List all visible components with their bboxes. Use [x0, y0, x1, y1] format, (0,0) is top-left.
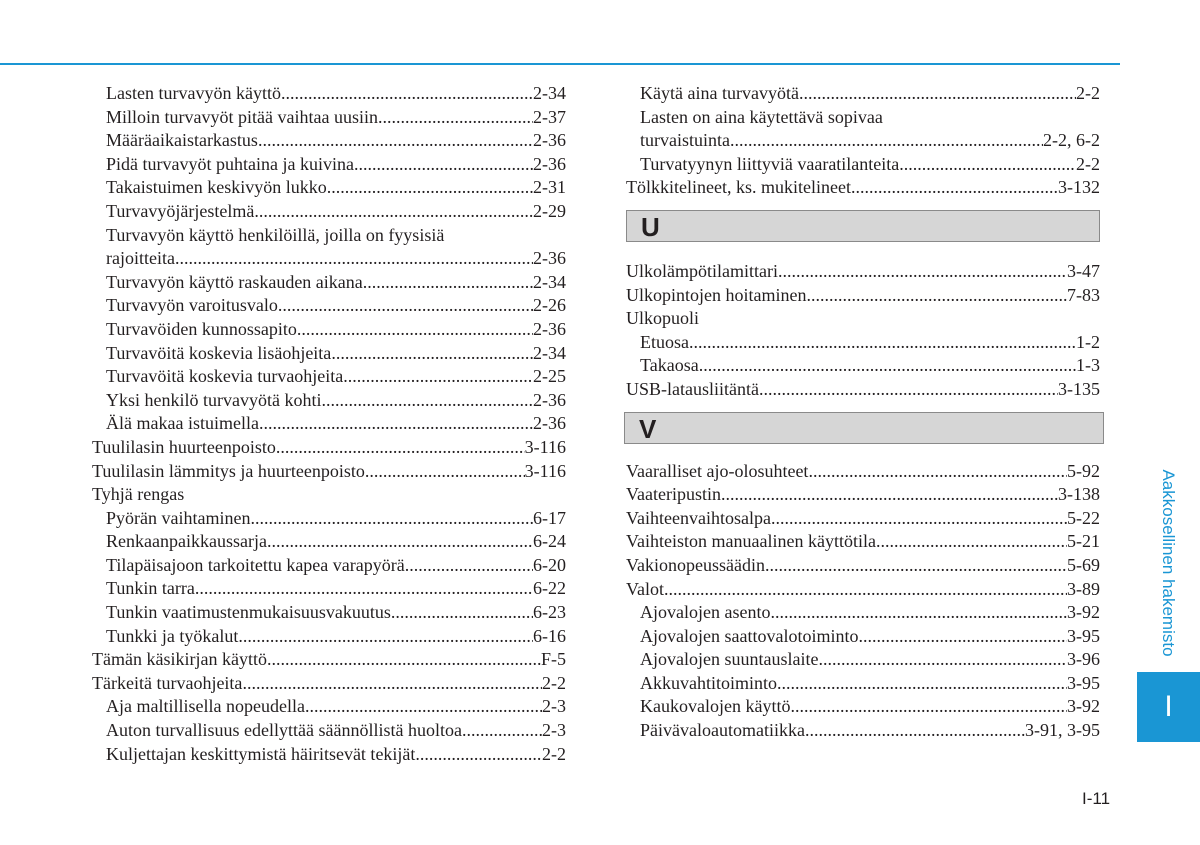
index-entry-page: F-5 [540, 649, 566, 670]
index-entry [92, 294, 566, 318]
index-entry-label: Päivävaloautomatiikka [640, 720, 805, 741]
index-entry [626, 460, 1100, 484]
index-entry-label: Etuosa [640, 331, 689, 352]
index-entry [626, 648, 1100, 672]
index-entry-page: 3-89 [1067, 578, 1100, 599]
leader-dots [195, 577, 533, 601]
index-entry [626, 354, 1100, 378]
index-entry-label: Turvavöiden kunnossapito [106, 318, 297, 339]
leader-dots [365, 460, 525, 484]
index-entry-page: 2-37 [533, 106, 566, 127]
index-entry-page: 3-96 [1067, 649, 1100, 670]
index-entry-label: Lasten turvavyön käyttö [106, 83, 281, 103]
index-entry-page: 2-36 [533, 130, 566, 151]
leader-dots [327, 176, 533, 200]
index-entry-label: Turvavyön käyttö raskauden aikana [106, 271, 363, 292]
leader-dots [258, 129, 533, 153]
index-entry [92, 82, 566, 106]
index-entry-page: 2-3 [542, 720, 566, 741]
leader-dots [297, 318, 533, 342]
index-entry-page: 5-92 [1067, 460, 1100, 481]
index-entry-page: 2-36 [533, 413, 566, 434]
leader-dots [730, 129, 1043, 153]
side-section-title: Aakkosellinen hakemisto [1159, 469, 1178, 657]
index-entry [92, 601, 566, 625]
leader-dots [175, 247, 533, 271]
leader-dots [462, 719, 542, 743]
index-group-u [626, 260, 1100, 402]
index-entry-page: 3-91, 3-95 [1025, 720, 1100, 741]
index-entry [626, 554, 1100, 578]
index-entry-label: Renkaanpaikkaussarja [106, 531, 267, 552]
index-entry [92, 318, 566, 342]
index-entry [92, 577, 566, 601]
index-entry-page: 3-132 [1058, 177, 1100, 198]
index-entry [626, 601, 1100, 625]
index-entry-label: Valot [626, 578, 664, 599]
index-entry-page: 3-92 [1067, 602, 1100, 623]
leader-dots [790, 695, 1067, 719]
index-group-t-continued [626, 82, 1100, 200]
index-entry-page: 6-17 [533, 507, 566, 528]
index-entry-label: Ajovalojen suuntauslaite [640, 649, 819, 670]
index-entry-page: 2-34 [533, 271, 566, 292]
index-entry-label: Vaaralliset ajo-olosuhteet [626, 460, 809, 481]
leader-dots [806, 284, 1067, 308]
leader-dots [664, 578, 1067, 602]
index-entry-page: 5-22 [1067, 507, 1100, 528]
leader-dots [689, 331, 1076, 355]
index-entry [626, 176, 1100, 200]
leader-dots [354, 153, 533, 177]
index-entry [92, 460, 566, 484]
index-entry-label: Käytä aina turvavyötä [640, 83, 799, 103]
index-entry-page: 2-26 [533, 295, 566, 316]
index-entry [92, 129, 566, 153]
leader-dots [770, 601, 1067, 625]
index-entry [92, 719, 566, 743]
index-entry-label: Tuulilasin huurteenpoisto [92, 436, 276, 457]
index-entry [92, 648, 566, 672]
leader-dots [259, 412, 533, 436]
index-entry-label: Turvavyöjärjestelmä [106, 200, 255, 221]
index-entry-label: Ulkopintojen hoitaminen [626, 284, 807, 305]
leader-dots [343, 365, 533, 389]
index-entry-label: Takaosa [640, 355, 699, 376]
index-entry-page: 2-2 [1076, 83, 1100, 103]
leader-dots [391, 601, 533, 625]
index-entry [92, 695, 566, 719]
index-entry [92, 389, 566, 413]
index-entry [92, 365, 566, 389]
index-entry-label: Aja maltillisella nopeudella [106, 696, 305, 717]
index-entry [626, 625, 1100, 649]
index-entry [92, 436, 566, 460]
index-entry-label: Tärkeitä turvaohjeita [92, 672, 243, 693]
index-entry [92, 271, 566, 295]
index-entry-page: 3-138 [1058, 484, 1100, 505]
index-entry [92, 625, 566, 649]
index-entry-page: 2-34 [533, 83, 566, 103]
index-entry-page: 2-31 [533, 177, 566, 198]
index-entry-label: Ajovalojen asento [640, 602, 771, 623]
leader-dots [281, 82, 533, 106]
index-entry [626, 307, 1100, 331]
leader-dots [321, 389, 533, 413]
leader-dots [777, 672, 1067, 696]
index-entry-label: Pidä turvavyöt puhtaina ja kuivina [106, 153, 354, 174]
index-entry-label: Takaistuimen keskivyön lukko [106, 177, 327, 198]
index-entry [626, 530, 1100, 554]
index-entry [92, 412, 566, 436]
leader-dots [267, 530, 533, 554]
index-entry-label: Turvavöitä koskevia turvaohjeita [106, 366, 344, 387]
leader-dots [242, 672, 542, 696]
index-entry-page: 2-25 [533, 366, 566, 387]
index-entry [92, 106, 566, 130]
index-entry-label: Kaukovalojen käyttö [640, 696, 791, 717]
index-entry [92, 483, 566, 507]
index-entry-label: Vaihteenvaihtosalpa [626, 507, 771, 528]
leader-dots [378, 106, 533, 130]
index-entry-page: 6-16 [533, 625, 566, 646]
index-entry-page: 5-21 [1067, 531, 1100, 552]
index-entry [626, 578, 1100, 602]
index-entry [626, 719, 1100, 743]
top-rule [0, 63, 1120, 65]
index-entry-label: Tunkin vaatimustenmukaisuusvakuutus [106, 602, 391, 623]
index-entry-page: 3-92 [1067, 696, 1100, 717]
index-entry-label: Tämän käsikirjan käyttö [92, 649, 267, 670]
index-entry-label: Turvavyön käyttö henkilöillä, joilla on fyysisiä [106, 224, 445, 245]
index-entry-page: 3-116 [524, 460, 566, 481]
leader-dots [254, 200, 533, 224]
index-entry-page: 1-2 [1076, 331, 1100, 352]
leader-dots [721, 483, 1058, 507]
index-entry-label: Vaateripustin [626, 484, 721, 505]
index-entry-label: Auton turvallisuus edellyttää säännöllistä huoltoa [106, 720, 462, 741]
leader-dots [305, 695, 542, 719]
leader-dots [851, 176, 1058, 200]
leader-dots [799, 82, 1076, 106]
index-entry [626, 82, 1100, 106]
index-entry [626, 331, 1100, 355]
index-group-v [626, 460, 1100, 743]
leader-dots [876, 530, 1067, 554]
index-entry-page: 3-116 [524, 436, 566, 457]
page-number: I-11 [1082, 789, 1111, 808]
leader-dots [759, 378, 1058, 402]
index-entry-page: 2-2 [542, 743, 566, 764]
leader-dots [415, 743, 542, 767]
leader-dots [276, 436, 525, 460]
index-entry-page: 2-36 [533, 153, 566, 174]
index-entry-page: 3-95 [1067, 672, 1100, 693]
section-heading-v: V [624, 412, 1104, 444]
leader-dots [899, 153, 1076, 177]
index-entry [626, 260, 1100, 284]
index-entry-label: Vaihteiston manuaalinen käyttötila [626, 531, 876, 552]
index-entry [92, 153, 566, 177]
index-entry-label: Tyhjä rengas [92, 484, 185, 505]
index-entry-page: 7-83 [1067, 284, 1100, 305]
index-entry-label: Älä makaa istuimella [106, 413, 259, 434]
index-entry-page: 3-95 [1067, 625, 1100, 646]
leader-dots [331, 342, 533, 366]
index-entry [92, 224, 566, 248]
index-column-right [626, 82, 1100, 743]
index-entry-page: 2-36 [533, 248, 566, 269]
index-entry-page: 6-24 [533, 531, 566, 552]
index-entry-label: Tuulilasin lämmitys ja huurteenpoisto [92, 460, 365, 481]
leader-dots [267, 648, 541, 672]
index-entry-page: 2-2 [1076, 153, 1100, 174]
leader-dots [808, 460, 1067, 484]
leader-dots [765, 554, 1067, 578]
index-entry-page: 6-20 [533, 554, 566, 575]
leader-dots [818, 648, 1067, 672]
index-entry-label: Ajovalojen saattovalotoiminto [640, 625, 859, 646]
index-entry [626, 507, 1100, 531]
index-entry [92, 200, 566, 224]
index-entry [92, 176, 566, 200]
index-entry-label: Tunkin tarra [106, 578, 195, 599]
leader-dots [238, 625, 533, 649]
index-entry-label: Yksi henkilö turvavyötä kohti [106, 389, 322, 410]
index-column-left [92, 82, 566, 766]
index-entry [92, 507, 566, 531]
index-entry-label: Akkuvahtitoiminto [640, 672, 777, 693]
index-entry-label: Ulkolämpötilamittari [626, 260, 778, 281]
leader-dots [278, 294, 533, 318]
leader-dots [699, 354, 1076, 378]
index-entry [626, 284, 1100, 308]
index-entry [92, 672, 566, 696]
index-entry-page: 3-47 [1067, 260, 1100, 281]
index-entry [92, 554, 566, 578]
index-entry-label: Määräaikaistarkastus [106, 130, 258, 151]
leader-dots [405, 554, 533, 578]
index-entry [626, 129, 1100, 153]
index-entry [626, 378, 1100, 402]
index-entry-page: 3-135 [1058, 378, 1100, 399]
index-entry [92, 530, 566, 554]
index-entry-page: 2-34 [533, 342, 566, 363]
index-entry-label: Turvatyynyn liittyviä vaaratilanteita [640, 153, 900, 174]
index-entry [626, 483, 1100, 507]
index-entry [626, 695, 1100, 719]
index-entry [92, 342, 566, 366]
section-heading-u: U [626, 210, 1100, 242]
index-entry [626, 106, 1100, 130]
leader-dots [250, 507, 533, 531]
leader-dots [858, 625, 1067, 649]
index-entry-label: rajoitteita [106, 248, 175, 269]
index-entry-label: turvaistuinta [640, 130, 730, 151]
index-entry-page: 1-3 [1076, 355, 1100, 376]
index-entry-page: 2-29 [533, 200, 566, 221]
leader-dots [363, 271, 533, 295]
index-entry-label: Turvavöitä koskevia lisäohjeita [106, 342, 332, 363]
index-entry [626, 153, 1100, 177]
index-entry-page: 2-36 [533, 389, 566, 410]
index-entry-label: Tilapäisajoon tarkoitettu kapea varapyörä [106, 554, 405, 575]
index-entry-label: Milloin turvavyöt pitää vaihtaa uusiin [106, 106, 378, 127]
index-entry-label: Tölkkitelineet, ks. mukitelineet [626, 177, 851, 198]
index-entry-page: 2-2, 6-2 [1043, 130, 1100, 151]
index-entry-page: 2-3 [542, 696, 566, 717]
index-entry-page: 2-36 [533, 318, 566, 339]
index-entry-label: Tunkki ja työkalut [106, 625, 239, 646]
index-entry-label: Vakionopeussäädin [626, 554, 765, 575]
index-entry [92, 743, 566, 767]
index-entry-label: Kuljettajan keskittymistä häiritsevät tekijät [106, 743, 416, 764]
index-entry-page: 5-69 [1067, 554, 1100, 575]
index-entry-label: Lasten on aina käytettävä sopivaa [640, 106, 883, 127]
leader-dots [778, 260, 1067, 284]
section-tab: I [1137, 672, 1200, 742]
index-entry-page: 2-2 [542, 672, 566, 693]
index-entry-label: Ulkopuoli [626, 308, 700, 329]
index-entry-label: Pyörän vaihtaminen [106, 507, 251, 528]
leader-dots [805, 719, 1025, 743]
index-entry-page: 6-23 [533, 602, 566, 623]
index-entry [626, 672, 1100, 696]
index-entry [92, 247, 566, 271]
index-entry-page: 6-22 [533, 578, 566, 599]
leader-dots [771, 507, 1067, 531]
index-entry-label: Turvavyön varoitusvalo [106, 295, 278, 316]
index-entry-label: USB-latausliitäntä [626, 378, 759, 399]
